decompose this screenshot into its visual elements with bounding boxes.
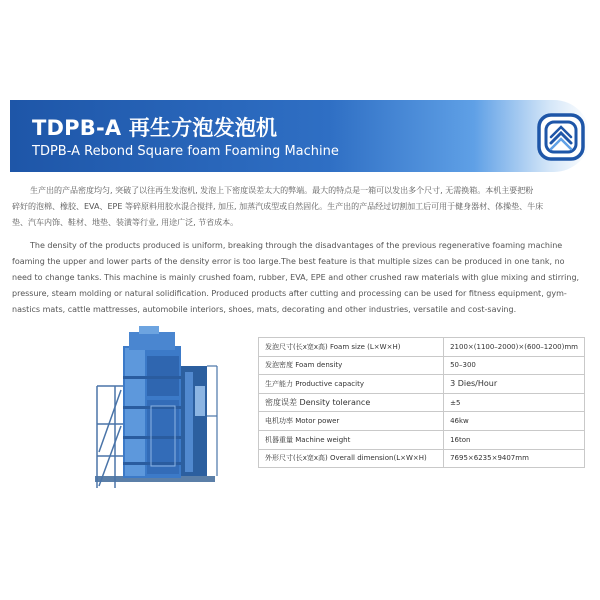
description-line: nastics mats, cattle mattresses, automobile interiors, shoes, mats, decorating and other industries, versatile and cost-saving.	[12, 305, 517, 314]
spec-label: 发泡尺寸(长x宽x高) Foam size (L×W×H)	[259, 338, 444, 357]
spec-label: 电机功率 Motor power	[259, 412, 444, 431]
spec-value: 2100×(1100–2000)×(600–1200)mm	[444, 338, 585, 357]
description-english	[12, 238, 590, 318]
description-line: pressure, steam molding or natural solidification. Produced products after cutting and processing can be used for fitness equipment, gym-	[12, 289, 567, 298]
page-title: TDPB-A 再生方泡发泡机	[32, 116, 278, 140]
spec-label: 机器重量 Machine weight	[259, 430, 444, 449]
layered-square-logo-icon	[533, 109, 589, 165]
description-line: 垫、汽车内饰、鞋材、地垫、装潢等行业, 用途广泛, 节省成本。	[12, 218, 239, 227]
spec-value: 7695×6235×9407mm	[444, 449, 585, 468]
table-row	[259, 412, 585, 431]
table-row	[259, 338, 585, 357]
table-row	[259, 393, 585, 412]
spec-label: 外形尺寸(长x宽x高) Overall dimension(L×W×H)	[259, 449, 444, 468]
description-line: need to change tanks. This machine is mainly crushed foam, rubber, EVA, EPE and other crushed raw materials with glue mixing and stirring,	[12, 273, 580, 282]
spec-value: ±5	[444, 393, 585, 412]
description-line: 生产出的产品密度均匀, 突破了以往再生发泡机, 发泡上下密度误差太大的弊端。最大的特点是一箱可以发出多个尺寸, 无需换箱。本机主要把粉	[30, 186, 534, 195]
table-row	[259, 375, 585, 394]
title-banner	[10, 100, 590, 172]
spec-table	[258, 337, 585, 468]
table-row	[259, 430, 585, 449]
spec-value: 46kw	[444, 412, 585, 431]
table-row	[259, 449, 585, 468]
description-line: foaming the upper and lower parts of the density error is too large.The best feature is that multiple sizes can be produced in one tank, no	[12, 257, 565, 266]
foaming-machine-photo	[85, 326, 221, 494]
table-row	[259, 356, 585, 375]
spec-label: 密度误差 Density tolerance	[259, 393, 444, 412]
spec-value: 16ton	[444, 430, 585, 449]
description-line: The density of the products produced is uniform, breaking through the disadvantages of the previous regenerative foaming machine	[30, 241, 563, 250]
spec-label: 生产能力 Productive capacity	[259, 375, 444, 394]
spec-label: 发泡密度 Foam density	[259, 356, 444, 375]
spec-value: 3 Dies/Hour	[444, 375, 585, 394]
description-line: 碎好的泡棉、橡胶、EVA、EPE 等碎原料用胶水混合搅拌, 加压, 加蒸汽成型或自然固化。生产出的产品经过切割加工后可用于健身器材、体操垫、牛床	[12, 202, 544, 211]
description-chinese	[12, 183, 590, 231]
spec-value: 50–300	[444, 356, 585, 375]
page-subtitle: TDPB-A Rebond Square foam Foaming Machine	[32, 144, 339, 159]
